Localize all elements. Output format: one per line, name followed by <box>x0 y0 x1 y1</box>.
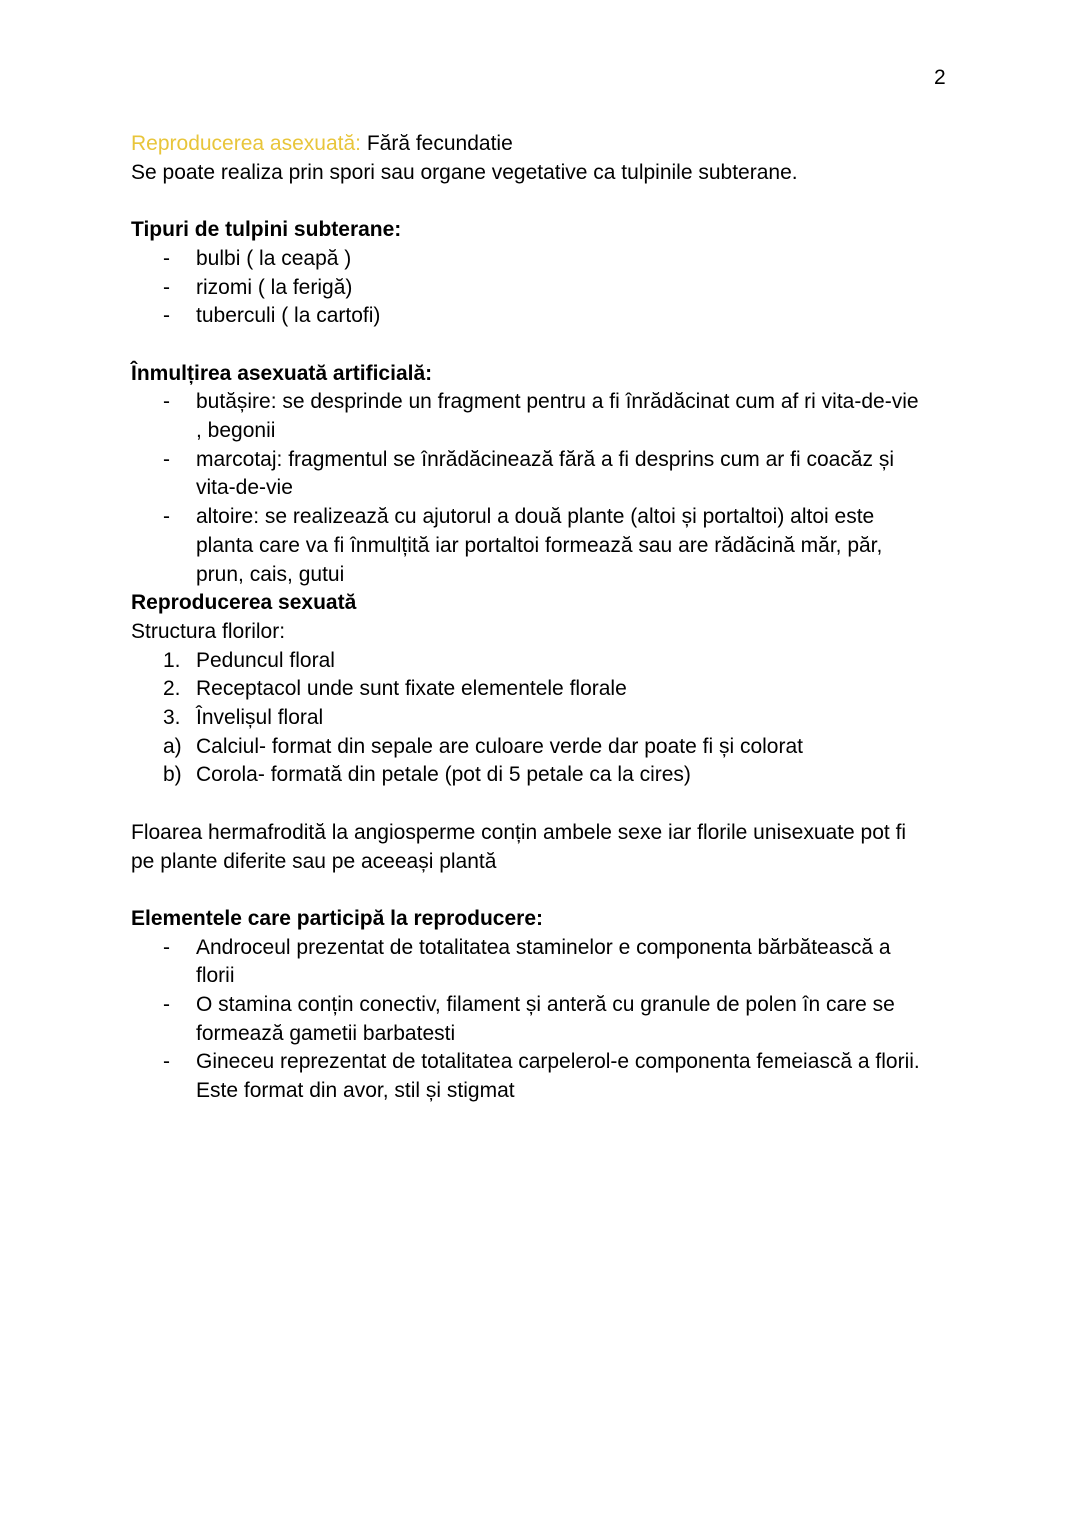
list-item: a) Calciul- format din sepale are culoare verde dar poate fi și colorat <box>131 733 961 762</box>
number-marker: 3. <box>163 706 181 730</box>
dash-marker: - <box>163 505 170 529</box>
dash-marker: - <box>163 246 170 270</box>
list-item: - O stamina conțin conectiv, filament și anteră cu granule de polen în care se formează gametii barbatesti <box>163 993 895 1045</box>
list-item: - Gineceu reprezentat de totalitatea carpelerol-e componenta femeiască a florii. Este format din avor, stil și stigmat <box>163 1050 920 1103</box>
list-item: - altoire: se realizează cu ajutorul a două plante (altoi și portaltoi) altoi este planta care va fi înmulțită iar portaltoi formează sau are rădăcină măr, păr, prun, cais, gutui <box>163 505 883 586</box>
list-item: b) Corola- formată din petale (pot di 5 petale ca la cires) <box>131 761 961 790</box>
dash-marker: - <box>163 993 170 1017</box>
section-heading-elemente: Elementele care participă la reproducere: <box>131 906 544 930</box>
list-item: - marcotaj: fragmentul se înrădăcinează fără a fi desprins cum ar fi coacăz și vita-de-vie <box>163 447 894 500</box>
letter-marker: a) <box>163 734 182 758</box>
dash-marker: - <box>163 1050 170 1074</box>
dash-marker: - <box>163 447 170 471</box>
intro-line-2: Se poate realiza prin spori sau organe vegetative ca tulpinile subterane. <box>131 160 798 184</box>
list-item: - butășire: se desprinde un fragment pentru a fi înrădăcinat cum af ri vita-de-vie , begonii <box>163 390 919 442</box>
spacer <box>131 790 961 819</box>
section-heading-tulpini: Tipuri de tulpini subterane: <box>131 218 402 242</box>
dash-marker: - <box>163 275 170 299</box>
list-item: 3. Învelișul floral <box>131 704 961 733</box>
list-item: - tuberculi ( la cartofi) <box>131 302 961 331</box>
number-marker: 1. <box>163 648 181 672</box>
section-heading-inmultire: Înmulțirea asexuată artificială: <box>131 361 433 385</box>
spacer <box>131 331 961 360</box>
document-body <box>131 130 961 1106</box>
intro-line <box>131 130 961 159</box>
dash-marker: - <box>163 935 170 959</box>
list-item: 2. Receptacol unde sunt fixate elementele florale <box>131 675 961 704</box>
number-marker: 2. <box>163 677 181 701</box>
list-item: 1. Peduncul floral <box>131 647 961 676</box>
paragraph-floarea: Floarea hermafrodită la angiosperme conțin ambele sexe iar florile unisexuate pot fi <box>131 820 907 844</box>
spacer <box>131 876 961 905</box>
highlight-label: Reproducerea asexuată: <box>131 132 361 155</box>
section-heading-sexuata: Reproducerea sexuată <box>131 591 357 615</box>
page-number: 2 <box>934 66 946 89</box>
list-item: - bulbi ( la ceapă ) <box>131 245 961 274</box>
dash-marker: - <box>163 390 170 414</box>
list-item: - Androceul prezentat de totalitatea staminelor e componenta bărbătească a florii <box>163 935 891 988</box>
paragraph-floarea: pe plante diferite sau pe aceeași plantă <box>131 849 497 873</box>
list-item: - rizomi ( la ferigă) <box>131 274 961 303</box>
dash-marker: - <box>163 304 170 328</box>
subheading-structura: Structura florilor: <box>131 619 286 643</box>
intro-rest: Fără fecundatie <box>361 132 513 155</box>
letter-marker: b) <box>163 763 182 787</box>
spacer <box>131 187 961 216</box>
